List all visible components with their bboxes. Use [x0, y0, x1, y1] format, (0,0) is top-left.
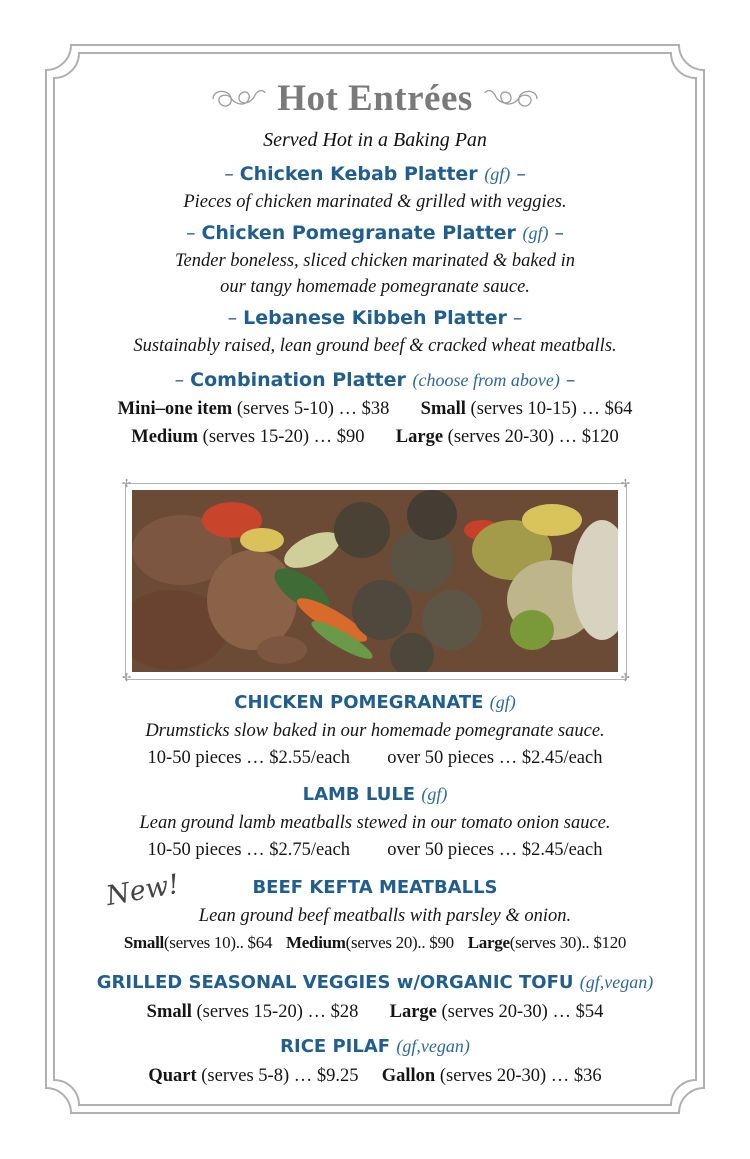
- platter-name: Chicken Pomegranate Platter: [201, 222, 516, 244]
- serves-label: (serves 20-30): [439, 1066, 547, 1086]
- size-label: Quart: [148, 1066, 197, 1086]
- price: … $38: [338, 399, 390, 419]
- platter-lebanese-kibbeh: [60, 303, 690, 359]
- diet-tag: (gf,vegan): [579, 972, 654, 992]
- item-description: Lean ground beef meatballs with parsley & onion.: [198, 906, 572, 926]
- platter-description-line-1: Tender boneless, sliced chicken marinated & baked in: [174, 251, 576, 271]
- quantity-label: over 50 pieces: [387, 748, 495, 768]
- swirl-ornament-right-icon: [483, 85, 541, 111]
- platter-description: Pieces of chicken marinated & grilled with veggies.: [183, 192, 567, 212]
- price: … $120: [558, 427, 619, 447]
- item-chicken-pomegranate: [60, 687, 690, 772]
- dash-ornament: –: [516, 163, 526, 185]
- price: … $54: [552, 1002, 604, 1022]
- serves-label: (serves 20-30): [447, 427, 554, 447]
- food-photo-image: [132, 490, 618, 672]
- platter-description-line-2: our tangy homemade pomegranate sauce.: [220, 277, 530, 297]
- price: .. $64: [235, 933, 273, 952]
- dash-ornament: –: [512, 307, 523, 329]
- item-name: CHICKEN POMEGRANATE: [234, 692, 484, 713]
- new-badge: New!: [103, 868, 182, 913]
- item-price-line: [60, 1062, 690, 1090]
- item-rice-pilaf: [60, 1031, 690, 1090]
- serves-label: (serves 20-30): [441, 1002, 548, 1022]
- serves-label: (serves 10-15): [470, 399, 577, 419]
- dash-ornament: –: [224, 163, 234, 185]
- diet-tag: (gf): [522, 223, 549, 243]
- dash-ornament: –: [565, 369, 576, 391]
- price: … $90: [313, 427, 365, 447]
- serves-label: (serves 10): [163, 933, 236, 952]
- dash-ornament: –: [185, 222, 196, 244]
- serves-label: (serves 15-20): [196, 1002, 303, 1022]
- diet-tag: (gf,vegan): [396, 1036, 470, 1056]
- price: … $2.45/each: [498, 840, 603, 860]
- price: … $2.75/each: [246, 840, 350, 860]
- price: .. $90: [417, 933, 454, 952]
- price: … $64: [581, 399, 633, 419]
- quantity-label: over 50 pieces: [387, 840, 495, 860]
- size-label: Small: [146, 1002, 192, 1022]
- item-name: LAMB LULE: [302, 784, 416, 805]
- diet-tag: (gf): [489, 692, 516, 712]
- quantity-label: 10-50 pieces: [147, 840, 242, 860]
- food-photo-frame: [122, 478, 630, 684]
- size-label: Small: [123, 933, 164, 952]
- size-label: Large: [389, 1002, 437, 1022]
- price: … $28: [307, 1002, 359, 1022]
- item-price-line: [60, 929, 690, 957]
- corner-ornament-icon: ✢: [122, 672, 132, 684]
- price: … $2.55/each: [246, 748, 350, 768]
- combination-note: (choose from above): [412, 370, 560, 390]
- serves-label: (serves 5-10): [236, 399, 334, 419]
- size-label: Large: [467, 933, 510, 952]
- item-beef-kefta: [60, 873, 690, 957]
- menu-top-section: [60, 72, 690, 451]
- platter-name: Combination Platter: [190, 369, 406, 391]
- platter-name: Lebanese Kibbeh Platter: [243, 307, 507, 329]
- platter-description: Sustainably raised, lean ground beef & cracked wheat meatballs.: [133, 336, 617, 356]
- size-label: Large: [395, 427, 444, 447]
- platter-combination: [60, 365, 690, 451]
- platter-chicken-kebab: [60, 159, 690, 215]
- dash-ornament: –: [554, 222, 565, 244]
- item-description: Drumsticks slow baked in our homemade pomegranate sauce.: [145, 721, 605, 741]
- food-photo: [132, 490, 618, 672]
- dash-ornament: –: [174, 369, 185, 391]
- serves-label: (serves 20): [345, 933, 418, 952]
- serves-label: (serves 30): [509, 933, 582, 952]
- item-price-line: [60, 836, 690, 864]
- title-row: [60, 72, 690, 124]
- size-label: Mini–one item: [117, 399, 233, 419]
- serves-label: (serves 5-8): [201, 1066, 290, 1086]
- size-label: Small: [420, 399, 466, 419]
- corner-ornament-icon: ✢: [122, 478, 132, 490]
- combination-price-line-2: [60, 423, 690, 451]
- item-price-line: [60, 744, 690, 772]
- price: … $36: [550, 1066, 602, 1086]
- item-lamb-lule: [60, 779, 690, 864]
- swirl-ornament-left-icon: [209, 85, 267, 111]
- page-title: Hot Entrées: [277, 77, 473, 119]
- price: … $2.45/each: [498, 748, 603, 768]
- item-price-line: [60, 998, 690, 1026]
- size-label: Medium: [131, 427, 199, 447]
- diet-tag: (gf): [484, 164, 511, 184]
- combination-price-line-1: [60, 395, 690, 423]
- item-description: Lean ground lamb meatballs stewed in our tomato onion sauce.: [139, 813, 611, 833]
- page-subtitle: Served Hot in a Baking Pan: [263, 129, 487, 151]
- platter-chicken-pomegranate: [60, 218, 690, 300]
- item-name: GRILLED SEASONAL VEGGIES w/ORGANIC TOFU: [96, 972, 574, 993]
- dash-ornament: –: [227, 307, 238, 329]
- serves-label: (serves 15-20): [202, 427, 310, 447]
- price: .. $120: [581, 933, 627, 952]
- item-name: BEEF KEFTA MEATBALLS: [252, 877, 498, 898]
- size-label: Medium: [286, 933, 346, 952]
- item-grilled-veggies-tofu: [60, 967, 690, 1026]
- item-name: RICE PILAF: [280, 1036, 391, 1057]
- platter-name: Chicken Kebab Platter: [239, 163, 478, 185]
- quantity-label: 10-50 pieces: [147, 748, 242, 768]
- price: … $9.25: [293, 1066, 359, 1086]
- corner-ornament-icon: ✢: [620, 478, 630, 490]
- size-label: Gallon: [381, 1066, 436, 1086]
- diet-tag: (gf): [421, 784, 448, 804]
- corner-ornament-icon: ✢: [620, 672, 630, 684]
